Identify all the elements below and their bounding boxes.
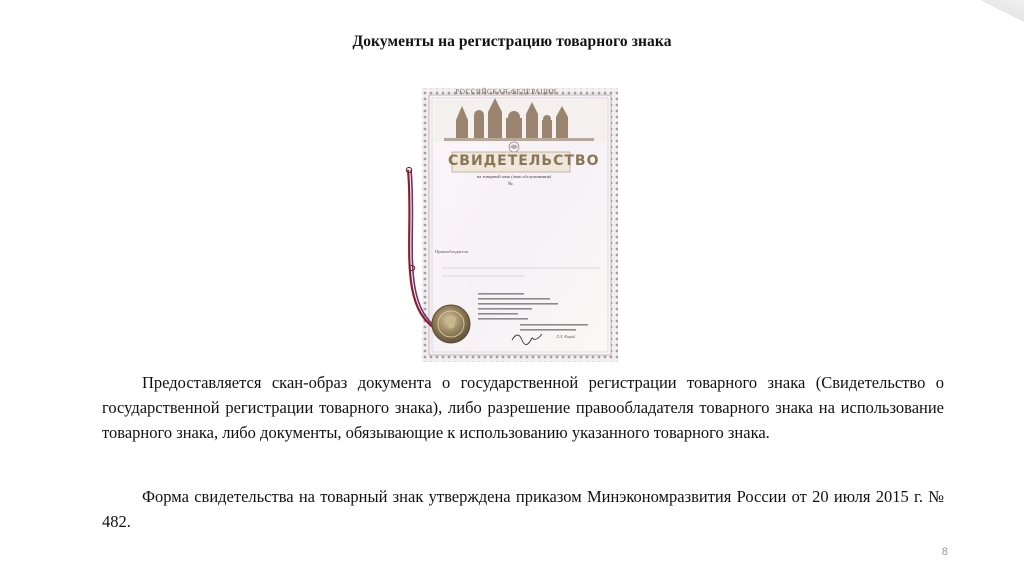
page-number: 8 [941, 546, 948, 558]
certificate-signer: Л.Л. Кирий [556, 334, 576, 339]
paragraph-form-order-text: Форма свидетельства на товарный знак утверждена приказом Минэкономразвития России от 20 июля 2015 г. № 482. [102, 487, 944, 531]
slide-title: Документы на регистрацию товарного знака [352, 33, 672, 50]
certificate-heading: СВИДЕТЕЛЬСТВО [448, 153, 600, 169]
certificate-owner-label: Правообладатель: [435, 249, 470, 254]
certificate-federation: РОССИЙСКАЯ ФЕДЕРАЦИЯ [455, 88, 557, 96]
corner-fold [980, 0, 1024, 22]
certificate-subheading: на товарный знак (знак обслуживания) [476, 174, 552, 179]
paragraph-requirements-text: Предоставляется скан-образ документа о государственной регистрации товарного знака (Свидетельство о государственной регистрации товарного знака), либо разрешение правообладателя товарного знака на использование товарного знака, либо документы, обязывающие к использованию указанного товарного знака. [102, 373, 944, 442]
certificate-number-label: № [508, 182, 513, 187]
paragraph-requirements [102, 370, 944, 445]
certificate-image [404, 84, 624, 366]
certificate-illustration [404, 84, 624, 366]
paragraph-form-order [102, 484, 944, 534]
